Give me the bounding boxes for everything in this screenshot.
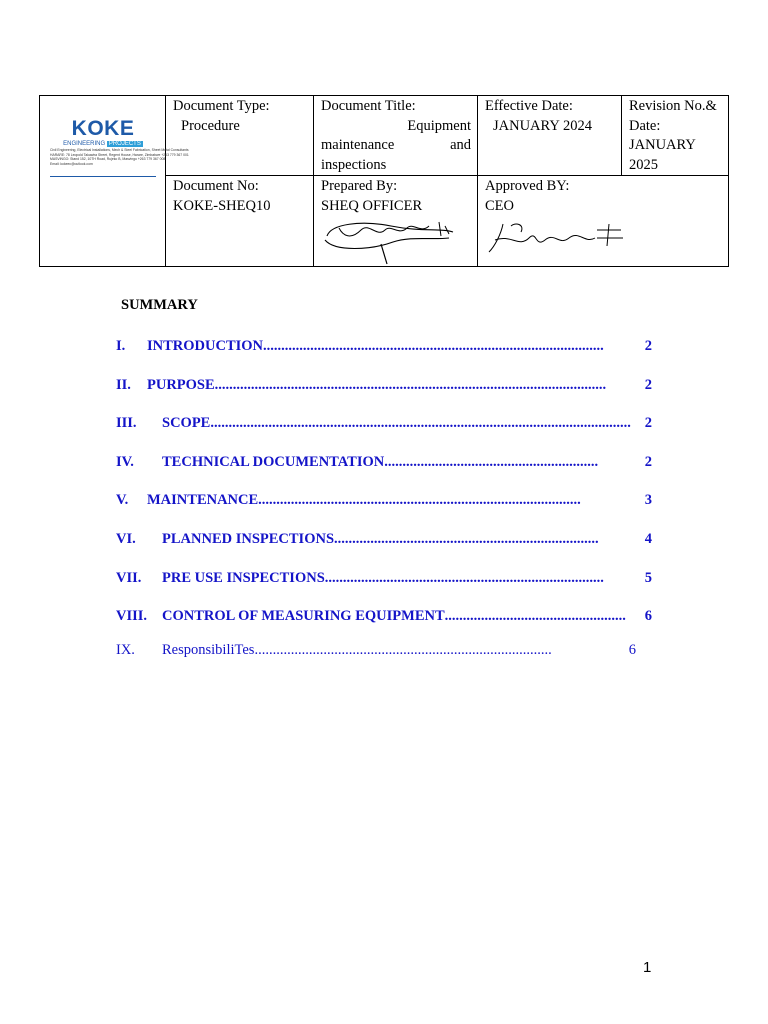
toc-item-introduction[interactable]	[116, 337, 652, 355]
toc-page: 5	[644, 570, 652, 586]
document-title-line3: inspections	[321, 156, 387, 173]
toc-item-responsibilities[interactable]	[116, 641, 636, 659]
logo-tag: PROJECTS	[108, 141, 141, 147]
toc-label: MAINTENANCE	[147, 492, 259, 508]
logo-subtitle	[50, 140, 156, 148]
toc-number: VI.	[116, 531, 136, 547]
company-logo-cell	[40, 96, 189, 267]
logo-fine-line: HARARE: 78 Leopold Takawira Street, Regent House, Harare, Zimbabwe +263 779 367 001	[50, 152, 189, 157]
toc-item-planned-inspections[interactable]	[116, 530, 652, 548]
logo-rule	[50, 176, 156, 177]
toc-page: 4	[644, 531, 652, 547]
document-title-line2	[321, 136, 471, 156]
document-number-label: Document No:	[173, 178, 259, 194]
toc-number: IV.	[116, 454, 134, 470]
document-type-cell	[166, 96, 314, 176]
logo-sub-text: ENGINEERING	[63, 141, 106, 147]
revision-cell	[622, 96, 729, 176]
toc-page: 2	[644, 415, 652, 431]
document-title-line1: Equipment	[407, 117, 471, 134]
toc-page: 2	[641, 454, 652, 470]
approved-by-cell	[478, 176, 729, 267]
summary-title: SUMMARY	[121, 297, 198, 313]
logo-fine-line: Email: kokeec@outlook.com	[50, 161, 93, 166]
toc-leader: ....................................................................................................................	[210, 415, 631, 431]
toc-page: 6	[628, 642, 636, 658]
toc-number: V.	[116, 492, 129, 508]
toc-item-scope[interactable]	[116, 414, 652, 432]
document-title-word: maintenance	[321, 137, 395, 153]
prepared-by-value: SHEQ OFFICER	[321, 197, 423, 214]
toc-item-pre-use-inspections[interactable]	[116, 569, 652, 587]
approved-by-signature-icon	[485, 218, 625, 258]
toc-label: PRE USE INSPECTIONS	[162, 570, 325, 586]
toc-item-maintenance[interactable]	[116, 491, 652, 509]
revision-value-line1: JANUARY	[629, 137, 696, 153]
revision-label-line1: Revision No.&	[629, 98, 717, 114]
document-title-cell	[314, 96, 478, 176]
toc-item-purpose[interactable]	[116, 376, 652, 394]
toc-label: SCOPE	[162, 415, 211, 431]
toc-number: III.	[116, 415, 137, 431]
toc-number: VII.	[116, 570, 142, 586]
document-type-value: Procedure	[181, 117, 240, 134]
toc-number: IX.	[116, 642, 135, 658]
logo-fine-line: Civil Engineering, Electrical Installations, Mech & Steel Fabrication, Sheet Metal Consultants	[50, 148, 189, 152]
toc-label: ResponsibiliTes	[162, 642, 255, 658]
toc-leader: .........................................................................................	[258, 492, 581, 508]
toc-leader: ............................................................................................................	[214, 377, 607, 393]
toc-page: 2	[641, 377, 652, 393]
effective-date-cell	[478, 96, 622, 176]
prepared-by-cell	[314, 176, 478, 267]
revision-value-line2: 2025	[629, 156, 658, 173]
toc-label: CONTROL OF MEASURING EQUIPMENT	[162, 608, 445, 624]
logo-mark: KOKE	[71, 117, 135, 140]
company-logo	[50, 117, 189, 180]
toc-page: 2	[644, 338, 652, 354]
logo-fine-line: MASVINGO: Stand 152, 10TH Road, Rujeko B, Masvingo +263 779 367 008	[50, 157, 166, 162]
toc-leader: ..................................................................................	[254, 642, 552, 658]
revision-label-line2: Date:	[629, 117, 661, 134]
toc-label: INTRODUCTION	[147, 338, 264, 354]
prepared-by-signature-icon	[321, 218, 461, 266]
toc-label: TECHNICAL DOCUMENTATION	[162, 454, 385, 470]
effective-date-value: JANUARY 2024	[493, 117, 592, 134]
page-number: 1	[643, 959, 652, 976]
document-number-value: KOKE-SHEQ10	[173, 197, 271, 214]
toc-label: PLANNED INSPECTIONS	[162, 531, 335, 547]
approved-by-value: CEO	[485, 197, 514, 214]
prepared-by-label: Prepared By:	[321, 178, 398, 194]
toc-leader: ..................................................	[444, 608, 626, 624]
toc-number: I.	[116, 338, 126, 354]
toc-page: 3	[644, 492, 652, 508]
document-header-table	[39, 95, 729, 267]
approved-by-label: Approved BY:	[485, 178, 570, 194]
document-title-word: and	[450, 137, 471, 153]
toc-page: 6	[644, 608, 652, 624]
document-type-label: Document Type:	[173, 98, 270, 114]
toc-leader: .............................................................................	[324, 570, 604, 586]
toc-leader: .........................................................................	[334, 531, 599, 547]
toc-item-technical-documentation[interactable]	[116, 453, 652, 471]
document-title-label: Document Title:	[321, 98, 416, 114]
toc-leader: ...........................................................	[384, 454, 599, 470]
document-number-cell	[166, 176, 314, 267]
toc-number: VIII.	[116, 608, 148, 624]
toc-leader: ..............................................................................................	[263, 338, 604, 354]
toc-item-control-of-measuring-equipment[interactable]	[116, 607, 652, 625]
toc-label: PURPOSE	[147, 377, 215, 393]
effective-date-label: Effective Date:	[485, 98, 573, 114]
toc-number: II.	[116, 377, 131, 393]
